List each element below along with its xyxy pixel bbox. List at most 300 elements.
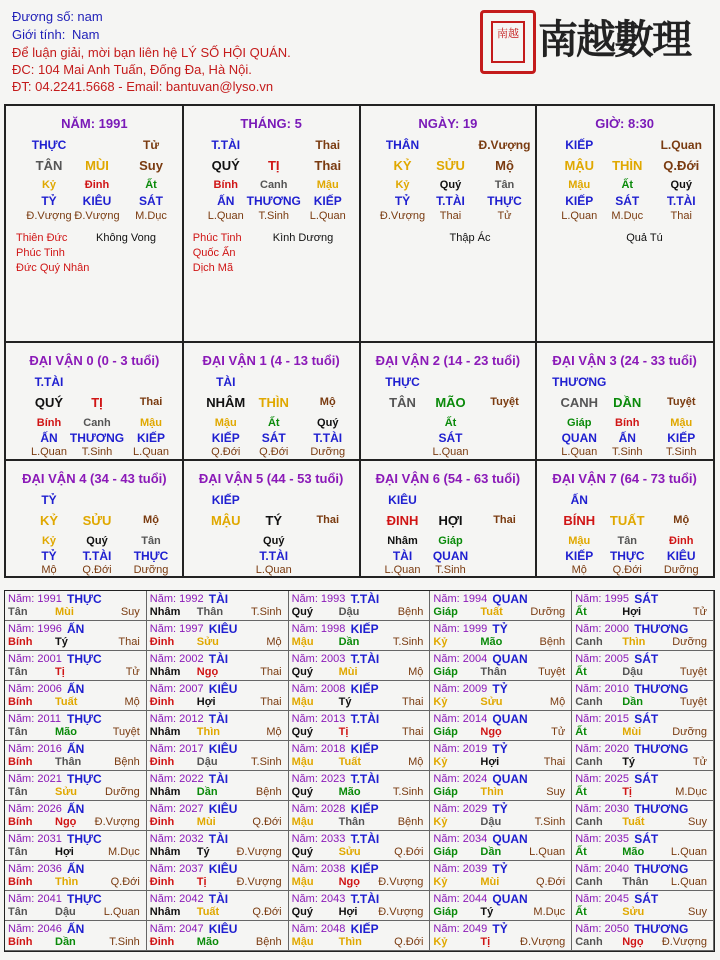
- year-prefix: Năm:: [575, 803, 602, 815]
- pillar-top-0: THÂN: [385, 138, 420, 152]
- year-number: 2002: [176, 653, 204, 665]
- pillar-stages-0: Đ.Vượng: [26, 210, 72, 222]
- seal-text: 南越: [491, 21, 525, 63]
- year-label: [8, 863, 62, 875]
- year-god: TỶ: [492, 802, 508, 816]
- year-branch: Hợi: [338, 906, 358, 918]
- year-stage: Bệnh: [114, 756, 140, 768]
- year-label: [292, 803, 346, 815]
- year-label: [575, 863, 629, 875]
- year-branch: Thân: [338, 816, 365, 828]
- year-stem: Tân: [8, 726, 28, 738]
- dai-van-stem: MẬU: [210, 513, 241, 528]
- pillar-stem_branch-1: THÌN: [612, 158, 643, 173]
- year-prefix: Năm:: [575, 593, 602, 605]
- year-number: 2007: [176, 683, 204, 695]
- pillar-hidden-0: Bính: [213, 179, 238, 191]
- dai-van-hidden: Quý: [317, 417, 339, 429]
- year-label: [292, 923, 346, 935]
- year-prefix: Năm:: [149, 803, 177, 815]
- year-label: [8, 653, 62, 665]
- year-label: [292, 593, 346, 605]
- year-number: 2031: [34, 833, 62, 845]
- year-number: 2047: [176, 923, 204, 935]
- year-stage: Bệnh: [397, 606, 424, 618]
- pillar-gods-2: THỰC: [487, 194, 522, 208]
- pillar-hidden-0: Kỷ: [41, 179, 57, 191]
- year-god: ẤN: [67, 682, 85, 696]
- year-cell: [289, 801, 431, 831]
- year-god: TÀI: [208, 592, 229, 606]
- year-cell: [572, 921, 714, 951]
- pillar-hidden-1: Ất: [621, 179, 634, 191]
- year-cell: [572, 861, 714, 891]
- pillar-top-2: Đ.Vượng: [478, 138, 531, 152]
- pillar-gods-2: T.TÀI: [666, 194, 696, 208]
- dai-van-hidden-god: TÀI: [392, 549, 413, 563]
- year-number: 2043: [317, 893, 346, 905]
- year-god: THƯƠNG: [634, 682, 689, 696]
- year-stem: Bính: [8, 696, 33, 708]
- year-god: TÀI: [208, 652, 229, 666]
- dai-van-branch: TUẤT: [609, 513, 645, 528]
- dai-van-hidden: Giáp: [567, 417, 592, 429]
- dai-van-hidden: Ất: [444, 417, 457, 429]
- year-label: [8, 923, 62, 935]
- year-number: 1993: [317, 593, 346, 605]
- year-label: [575, 713, 629, 725]
- dai-van-hidden-stage: Mộ: [571, 564, 587, 576]
- dai-van-hidden-stage: Q.Đới: [259, 446, 289, 458]
- year-god: SÁT: [634, 592, 659, 606]
- year-stage: Đ.Vượng: [94, 816, 140, 828]
- dai-van-branch: MÃO: [435, 395, 466, 410]
- year-prefix: Năm:: [291, 593, 318, 605]
- dai-van-branch: TỊ: [91, 395, 103, 410]
- year-stage: Mộ: [408, 666, 424, 678]
- year-cell: [289, 831, 431, 861]
- year-stem: Nhâm: [149, 666, 181, 678]
- dai-van-hidden-stage: L.Quan: [255, 564, 292, 576]
- year-god: T.TÀI: [350, 892, 380, 906]
- year-label: [150, 623, 204, 635]
- year-label: [150, 653, 204, 665]
- pillar-hidden-1: Canh: [260, 179, 288, 191]
- year-cell: [5, 681, 147, 711]
- year-branch: Tị: [480, 936, 491, 948]
- pillar-gods-1: T.TÀI: [436, 194, 465, 208]
- year-stem: Quý: [291, 606, 313, 618]
- dai-van-hidden-stage: L.Quan: [432, 446, 469, 458]
- year-branch: Thìn: [480, 786, 504, 798]
- year-branch: Thân: [55, 756, 82, 768]
- year-branch: Hợi: [622, 606, 642, 618]
- year-stem: Giáp: [433, 726, 458, 738]
- year-cell: [147, 831, 289, 861]
- year-stem: Canh: [575, 756, 603, 768]
- year-stem: Đinh: [149, 876, 175, 888]
- dai-van-2: [360, 342, 537, 460]
- year-branch: Ngọ: [480, 726, 502, 738]
- dai-van-hidden-god: ẤN: [40, 431, 58, 445]
- year-god: THỰC: [67, 652, 102, 666]
- year-stem: Nhâm: [149, 846, 181, 858]
- gender-value: Nam: [72, 27, 100, 42]
- year-number: 2001: [34, 653, 62, 665]
- year-stage: Tử: [692, 606, 707, 618]
- year-number: 1994: [459, 593, 488, 605]
- dai-van-hidden: Tân: [141, 535, 161, 547]
- dai-van-4: [6, 460, 183, 578]
- pillar-stem_branch-1: SỬU: [436, 158, 465, 173]
- year-number: 2030: [601, 803, 629, 815]
- year-prefix: Năm:: [291, 833, 318, 845]
- year-stage: Q.Đới: [394, 846, 424, 858]
- year-cell: [289, 651, 431, 681]
- year-label: [150, 773, 204, 785]
- year-number: 2026: [34, 803, 62, 815]
- year-number: 2006: [34, 683, 62, 695]
- year-stage: Q.Đới: [110, 876, 140, 888]
- year-label: [292, 653, 346, 665]
- year-branch: Dần: [480, 846, 502, 858]
- year-number: 1991: [34, 593, 62, 605]
- year-cell: [572, 681, 714, 711]
- pillar-gods-1: KIÊU: [82, 194, 112, 208]
- year-label: [8, 833, 62, 845]
- dai-van-title: ĐẠI VẬN 5 (44 - 53 tuổi): [198, 471, 344, 486]
- year-stem: Mậu: [291, 636, 314, 648]
- year-number: 2027: [176, 803, 204, 815]
- year-number: 2012: [176, 713, 204, 725]
- year-stage: Tử: [692, 756, 707, 768]
- year-branch: Tị: [622, 786, 632, 798]
- dai-van-stage: Mộ: [319, 396, 336, 408]
- year-cell: [5, 921, 147, 951]
- year-prefix: Năm:: [575, 773, 602, 785]
- year-cell: [5, 801, 147, 831]
- year-branch: Dần: [338, 636, 360, 648]
- year-branch: Thìn: [196, 726, 221, 738]
- pillar-stem_branch-0: QUÝ: [211, 158, 240, 173]
- year-stem: Bính: [8, 756, 33, 768]
- dai-van-god: KIẾP: [211, 493, 240, 507]
- year-stem: Đinh: [149, 756, 175, 768]
- pillar-top-0: KIẾP: [565, 138, 594, 152]
- year-stem: Kỷ: [433, 876, 448, 888]
- year-cell: [147, 621, 289, 651]
- year-label: [150, 593, 204, 605]
- year-number: 2040: [601, 863, 629, 875]
- year-prefix: Năm:: [149, 593, 177, 605]
- dai-van-god: THƯƠNG: [552, 375, 607, 389]
- year-stage: Dưỡng: [672, 726, 707, 738]
- year-cell: [289, 861, 431, 891]
- year-stage: T.Sinh: [109, 936, 140, 948]
- year-god: ẤN: [67, 802, 85, 816]
- year-number: 2039: [459, 863, 488, 875]
- dai-van-hidden: Mậu: [568, 535, 591, 547]
- pillar-gods-1: SÁT: [615, 194, 640, 208]
- year-stem: Mậu: [291, 876, 314, 888]
- dai-van-hidden-stage: Dưỡng: [663, 564, 699, 576]
- year-cell: [572, 891, 714, 921]
- year-stage: Mộ: [124, 696, 140, 708]
- year-stage: T.Sinh: [392, 636, 424, 648]
- year-god: QUAN: [492, 772, 528, 786]
- year-stage: Tử: [125, 666, 140, 678]
- year-branch: Mùi: [480, 876, 500, 888]
- year-number: 2048: [317, 923, 346, 935]
- year-cell: [430, 801, 572, 831]
- pillar-stem_branch-2: Thai: [314, 158, 342, 173]
- year-label: [433, 803, 487, 815]
- year-cell: [147, 651, 289, 681]
- year-stage: Suy: [546, 786, 566, 798]
- year-prefix: Năm:: [433, 833, 460, 845]
- year-label: [575, 743, 629, 755]
- year-prefix: Năm:: [291, 713, 318, 725]
- dai-van-hidden: Đinh: [669, 535, 694, 547]
- year-god: KIẾP: [350, 922, 379, 936]
- year-label: [292, 893, 346, 905]
- year-branch: Sửu: [55, 786, 78, 798]
- pillar-stages-1: M.Dục: [611, 210, 644, 222]
- year-stage: L.Quan: [103, 906, 140, 918]
- year-stem: Tân: [8, 666, 28, 678]
- year-cell: [289, 921, 431, 951]
- year-label: [292, 743, 346, 755]
- year-god: THƯƠNG: [634, 922, 689, 936]
- dai-van-hidden-god: QUAN: [432, 549, 469, 563]
- year-prefix: Năm:: [433, 893, 460, 905]
- year-stage: Bệnh: [397, 816, 424, 828]
- year-prefix: Năm:: [8, 653, 35, 665]
- dai-van-hidden-god: KIẾP: [565, 549, 594, 563]
- year-cell: [289, 771, 431, 801]
- year-label: [575, 803, 629, 815]
- year-cell: [572, 591, 714, 621]
- dai-van-title: ĐẠI VẬN 3 (24 - 33 tuổi): [552, 353, 697, 368]
- year-number: 2042: [176, 893, 204, 905]
- year-number: 1992: [176, 593, 204, 605]
- star-left: Thiên Đức: [16, 232, 68, 244]
- year-branch: Hợi: [55, 846, 74, 858]
- year-stem: Giáp: [433, 666, 458, 678]
- year-prefix: Năm:: [575, 893, 602, 905]
- dai-van-stem: QUÝ: [34, 395, 64, 410]
- year-god: TỶ: [492, 922, 508, 936]
- year-prefix: Năm:: [8, 803, 35, 815]
- year-prefix: Năm:: [433, 713, 460, 725]
- year-stage: Đ.Vượng: [520, 936, 566, 948]
- year-label: [433, 863, 487, 875]
- year-stem: Canh: [575, 816, 603, 828]
- year-branch: Tị: [338, 726, 349, 738]
- year-stem: Mậu: [291, 936, 314, 948]
- year-stage: Mộ: [549, 696, 566, 708]
- pillar-stem_branch-2: Suy: [139, 158, 163, 173]
- year-stage: Thai: [401, 696, 424, 708]
- dai-van-7: [536, 460, 713, 578]
- year-cell: [289, 591, 431, 621]
- year-stage: Bệnh: [255, 786, 282, 798]
- year-god: KIẾP: [350, 622, 379, 636]
- year-number: 2010: [601, 683, 629, 695]
- dai-van-title: ĐẠI VẬN 7 (64 - 73 tuổi): [552, 471, 697, 486]
- year-branch: Mão: [480, 636, 503, 648]
- year-label: [150, 893, 204, 905]
- dai-van-branch: THÌN: [258, 395, 289, 410]
- year-stage: M.Dục: [108, 846, 140, 858]
- year-god: TỶ: [492, 742, 508, 756]
- year-stage: Thai: [118, 636, 140, 648]
- year-label: [8, 713, 61, 725]
- owner-label: Đương số:: [12, 9, 75, 24]
- year-number: 2015: [601, 713, 629, 725]
- year-prefix: Năm:: [575, 743, 602, 755]
- year-cell: [430, 771, 572, 801]
- year-branch: Mão: [55, 726, 77, 738]
- year-stage: Đ.Vượng: [661, 936, 707, 948]
- year-branch: Tý: [338, 696, 352, 708]
- year-prefix: Năm:: [8, 713, 35, 725]
- dai-van-stage: Tuyệt: [666, 396, 696, 408]
- year-god: TÀI: [208, 772, 229, 786]
- year-number: 2023: [317, 773, 346, 785]
- pillar-gods-0: TỶ: [41, 194, 57, 208]
- year-cell: [572, 801, 714, 831]
- pillar-stem_branch-2: Mộ: [495, 158, 514, 173]
- dai-van-hidden-stage: L.Quan: [561, 446, 598, 458]
- year-stage: Thai: [260, 666, 282, 678]
- year-stem: Nhâm: [149, 906, 181, 918]
- year-prefix: Năm:: [149, 923, 177, 935]
- year-number: 2028: [317, 803, 346, 815]
- dai-van-1: [183, 342, 360, 460]
- year-cell: [430, 921, 572, 951]
- dai-van-title: ĐẠI VẬN 2 (14 - 23 tuổi): [375, 353, 521, 368]
- year-branch: Tuất: [196, 906, 220, 918]
- year-stem: Bính: [8, 636, 33, 648]
- year-number: 2025: [601, 773, 629, 785]
- pillar-stages-1: T.Sinh: [258, 210, 290, 222]
- year-stem: Giáp: [433, 786, 458, 798]
- pillar-stages-2: Tử: [497, 210, 512, 222]
- year-god: SÁT: [634, 652, 659, 666]
- year-label: [433, 653, 487, 665]
- year-branch: Tuất: [480, 606, 503, 618]
- year-cell: [147, 891, 289, 921]
- year-cell: [430, 741, 572, 771]
- year-number: 2032: [176, 833, 204, 845]
- dai-van-hidden: Mậu: [214, 417, 237, 429]
- year-stem: Tân: [8, 846, 28, 858]
- year-number: 2003: [317, 653, 346, 665]
- dai-van-stage: Mộ: [673, 514, 690, 526]
- dai-van-hidden-stage: Mộ: [41, 564, 57, 576]
- year-branch: Ngọ: [338, 876, 360, 888]
- year-god: THỰC: [67, 712, 102, 726]
- pillar-stem_branch-1: TỊ: [267, 158, 280, 173]
- year-stem: Đinh: [149, 636, 175, 648]
- year-prefix: Năm:: [8, 923, 35, 935]
- pillar-title: NGÀY: 19: [418, 116, 478, 131]
- dai-van-hidden: Mậu: [140, 417, 162, 429]
- year-branch: Ngọ: [622, 936, 644, 948]
- year-number: 2041: [34, 893, 62, 905]
- year-branch: Hợi: [480, 756, 500, 768]
- year-label: [150, 713, 204, 725]
- year-branch: Sửu: [622, 906, 645, 918]
- year-number: 2034: [459, 833, 488, 845]
- red-seal-logo: [480, 10, 536, 74]
- dai-van-stage: Thai: [316, 514, 340, 526]
- pillar-gods-0: KIẾP: [565, 194, 594, 208]
- year-prefix: Năm:: [291, 863, 318, 875]
- year-number: 1999: [459, 623, 488, 635]
- year-prefix: Năm:: [149, 713, 177, 725]
- pillar-stem_branch-1: MÙI: [85, 158, 109, 173]
- year-stage: T.Sinh: [534, 816, 566, 828]
- year-god: SÁT: [634, 832, 659, 846]
- year-stage: Đ.Vượng: [378, 906, 424, 918]
- star-left: Dịch Mã: [192, 262, 234, 274]
- year-god: SÁT: [634, 772, 659, 786]
- year-stem: Ất: [575, 786, 587, 798]
- year-label: [575, 593, 629, 605]
- dai-van-3: [536, 342, 713, 460]
- year-branch: Thân: [480, 666, 507, 678]
- pillar-stages-2: L.Quan: [309, 210, 346, 222]
- dai-van-branch: DẦN: [613, 395, 642, 410]
- dai-van-branch: HỢI: [438, 513, 463, 528]
- year-label: [433, 923, 487, 935]
- year-number: 2045: [601, 893, 629, 905]
- year-prefix: Năm:: [149, 743, 177, 755]
- year-stage: T.Sinh: [251, 606, 282, 618]
- year-label: [8, 593, 62, 605]
- year-god: THƯƠNG: [634, 622, 689, 636]
- pillar-hidden-1: Quý: [439, 179, 462, 191]
- dai-van-hidden-god: KIẾP: [667, 431, 696, 445]
- year-number: 2036: [34, 863, 62, 875]
- year-branch: Dậu: [480, 816, 502, 828]
- dai-van-stem: KỶ: [39, 513, 59, 528]
- dai-van-hidden-stage: Q.Đới: [82, 564, 112, 576]
- year-stage: T.Sinh: [251, 756, 282, 768]
- star-right: Quả Tú: [626, 232, 663, 244]
- pillar-3: [536, 106, 713, 342]
- year-branch: Hợi: [196, 696, 216, 708]
- year-cell: [572, 621, 714, 651]
- year-branch: Tý: [196, 846, 210, 858]
- year-label: [292, 623, 346, 635]
- pillar-stem_branch-0: KỶ: [393, 158, 412, 173]
- year-stage: Đ.Vượng: [378, 876, 424, 888]
- dai-van-god: THỰC: [385, 375, 420, 389]
- year-branch: Sửu: [196, 636, 219, 648]
- star-right: Thập Ác: [449, 232, 491, 244]
- year-cell: [147, 711, 289, 741]
- year-stem: Quý: [291, 786, 313, 798]
- year-stem: Nhâm: [149, 606, 181, 618]
- year-branch: Thìn: [55, 876, 79, 888]
- year-stage: L.Quan: [529, 846, 566, 858]
- year-god: SÁT: [634, 892, 659, 906]
- year-branch: Ngọ: [196, 666, 219, 678]
- dai-van-title: ĐẠI VẬN 1 (4 - 13 tuổi): [202, 353, 340, 368]
